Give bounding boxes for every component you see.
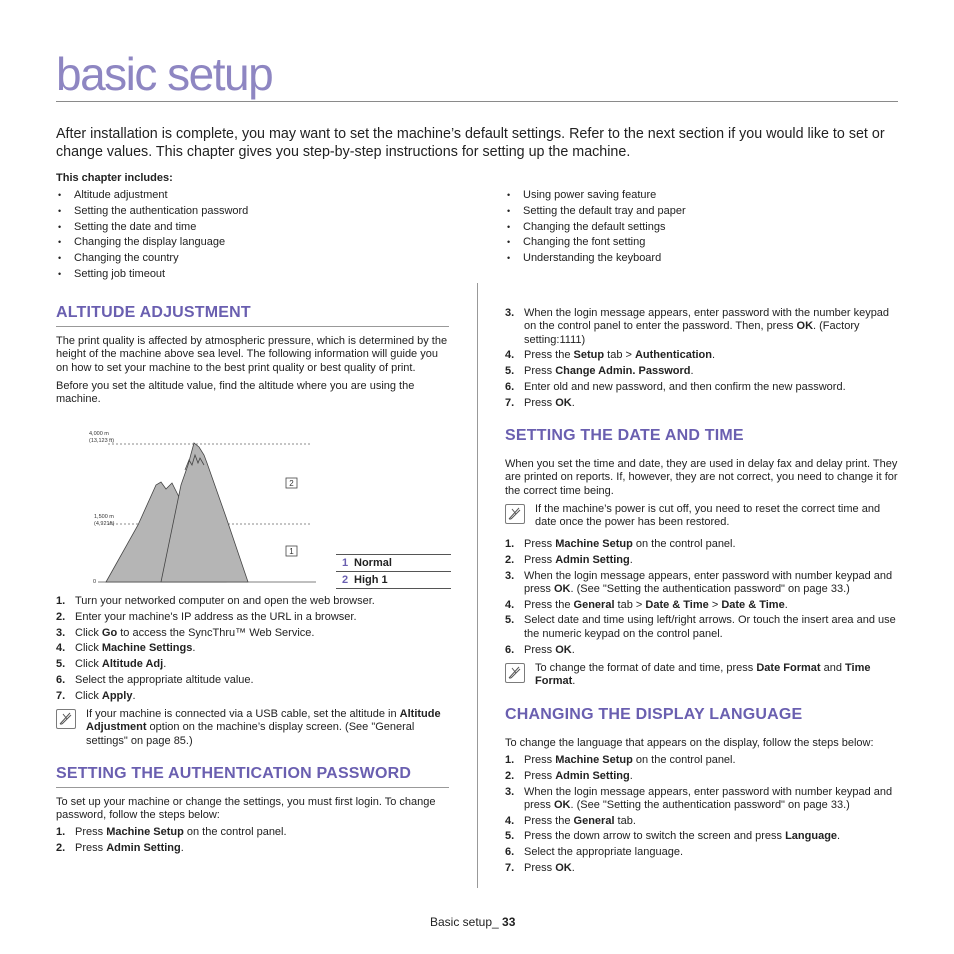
auth-steps-continued — [505, 307, 900, 413]
list-item: 6. Enter old and new password, and then confirm the new password. — [505, 380, 846, 393]
page-title: basic setup — [56, 48, 273, 100]
legend-label: Normal — [354, 557, 392, 569]
list-item: 5. Press Change Admin. Password. — [505, 365, 694, 378]
list-item: 3. Click Go to access the SyncThru™ Web Service. — [56, 626, 315, 639]
datetime-note-2 — [505, 662, 900, 689]
toc-item: • Understanding the keyboard — [505, 251, 905, 267]
altitude-label-1500m: 1,500 m — [94, 514, 114, 520]
toc-item: • Setting the default tray and paper — [505, 204, 905, 220]
altitude-legend — [336, 554, 451, 589]
note-icon — [56, 709, 76, 729]
list-item: 2. Press Admin Setting. — [56, 841, 184, 854]
list-item: 1. Turn your networked computer on and open the web browser. — [56, 595, 375, 607]
list-item: 4. Click Machine Settings. — [56, 642, 196, 655]
legend-number: 2 — [341, 574, 349, 586]
datetime-steps — [505, 538, 900, 659]
list-item: 6. Press OK. — [505, 643, 575, 656]
altitude-paragraph-1: The print quality is affected by atmospheric pressure, which is determined by the height of the machine above sea level. The following information will guide you on how to set your machine to the best print quality or best quality of print. — [56, 335, 448, 374]
toc-item: • Changing the font setting — [505, 235, 905, 251]
toc-item: • Setting the authentication password — [56, 204, 456, 220]
datetime-note-1-text: If the machine’s power is cut off, you need to reset the correct time and date once the power has been restored. — [535, 503, 881, 529]
datetime-note-2-text: To change the format of date and time, press Date Format and Time Format. — [535, 662, 871, 688]
list-item: 3. When the login message appears, enter password with number keypad and press OK. (See "Setting the authentication password" on page 33.) — [505, 785, 893, 811]
language-paragraph: To change the language that appears on the display, follow the steps below: — [505, 737, 874, 749]
footer-text: Basic setup_ — [430, 915, 503, 929]
list-item: 7. Press OK. — [505, 862, 575, 875]
list-item: 5. Select date and time using left/right arrows. Or touch the insert area and use the numeric keypad on the control panel. — [505, 614, 896, 640]
datetime-heading: SETTING THE DATE AND TIME — [505, 427, 744, 444]
toc-list-left — [56, 188, 456, 283]
title-divider — [56, 101, 898, 102]
list-item: 3. When the login message appears, enter password with number keypad and press OK. (See "Setting the authentication password" on page 33.) — [505, 569, 893, 595]
list-item: 1. Press Machine Setup on the control panel. — [56, 826, 287, 838]
page-footer — [430, 915, 515, 929]
list-item: 2. Enter your machine's IP address as the URL in a browser. — [56, 610, 357, 623]
zone-2-marker: 2 — [289, 479, 294, 488]
list-item: 7. Click Apply. — [56, 689, 136, 702]
datetime-note-1 — [505, 503, 900, 530]
toc-item: • Setting job timeout — [56, 267, 456, 283]
legend-label: High 1 — [354, 574, 388, 586]
note-icon — [505, 504, 525, 524]
list-item: 5. Press the down arrow to switch the screen and press Language. — [505, 830, 841, 843]
list-item: 6. Select the appropriate language. — [505, 846, 684, 859]
toc-item: • Changing the default settings — [505, 220, 905, 236]
toc-item: • Setting the date and time — [56, 220, 456, 236]
altitude-steps — [56, 595, 450, 706]
intro-paragraph: After installation is complete, you may want to set the machine’s default settings. Refer to the next section if you would like to set or change values. This chapter gives you step-by-step instructions for setting up the machine. — [56, 126, 885, 160]
legend-number: 1 — [341, 557, 349, 569]
note-icon — [505, 663, 525, 683]
toc-item: • Using power saving feature — [505, 188, 905, 204]
list-item: 4. Press the General tab. — [505, 814, 636, 827]
altitude-note-text: If your machine is connected via a USB cable, set the altitude in Altitude Adjustment option on the machine’s display screen. (See "General settings" on page 85.) — [86, 708, 441, 747]
list-item: 2. Press Admin Setting. — [505, 769, 633, 782]
altitude-heading: ALTITUDE ADJUSTMENT — [56, 304, 251, 321]
list-item: 5. Click Altitude Adj. — [56, 658, 167, 671]
auth-steps — [56, 826, 450, 858]
altitude-paragraph-2: Before you set the altitude value, find the altitude where you are using the machine. — [56, 379, 415, 406]
list-item: 3. When the login message appears, enter password with the number keypad on the control panel to enter the password. Then, press OK. (Factory setting:1111) — [505, 307, 890, 346]
language-steps — [505, 754, 900, 878]
auth-heading: SETTING THE AUTHENTICATION PASSWORD — [56, 765, 412, 782]
column-divider — [477, 283, 478, 888]
altitude-note — [56, 708, 450, 748]
toc-item: • Changing the display language — [56, 235, 456, 251]
altitude-label-zero: 0 — [93, 579, 97, 585]
altitude-label-4000m: 4,000 m — [89, 431, 109, 437]
altitude-label-4921ft: (4,921ft) — [94, 521, 115, 527]
list-item: 1. Press Machine Setup on the control panel. — [505, 754, 736, 766]
legend-row — [336, 571, 451, 589]
toc-list-right — [505, 188, 905, 267]
toc-item: • Changing the country — [56, 251, 456, 267]
altitude-label-13123ft: (13,123 ft) — [89, 438, 115, 444]
auth-paragraph: To set up your machine or change the settings, you must first login. To change password, follow the steps below: — [56, 796, 436, 822]
list-item: 2. Press Admin Setting. — [505, 553, 633, 566]
chapter-includes-label: This chapter includes: — [56, 172, 173, 184]
list-item: 1. Press Machine Setup on the control panel. — [505, 538, 736, 550]
list-item: 7. Press OK. — [505, 396, 575, 409]
page-number: 33 — [502, 915, 516, 929]
legend-row — [336, 554, 451, 571]
language-heading: CHANGING THE DISPLAY LANGUAGE — [505, 706, 803, 723]
altitude-heading-rule — [56, 326, 449, 327]
list-item: 6. Select the appropriate altitude value. — [56, 673, 254, 686]
list-item: 4. Press the General tab > Date & Time > Date & Time. — [505, 598, 788, 611]
altitude-diagram — [86, 425, 316, 587]
list-item: 4. Press the Setup tab > Authentication. — [505, 349, 716, 362]
auth-heading-rule — [56, 787, 449, 788]
datetime-paragraph: When you set the time and date, they are used in delay fax and delay print. They are printed on reports. If, however, they are not correct, you need to change it for the correct time being. — [505, 458, 898, 497]
toc-item: • Altitude adjustment — [56, 188, 456, 204]
zone-1-marker: 1 — [289, 547, 294, 556]
